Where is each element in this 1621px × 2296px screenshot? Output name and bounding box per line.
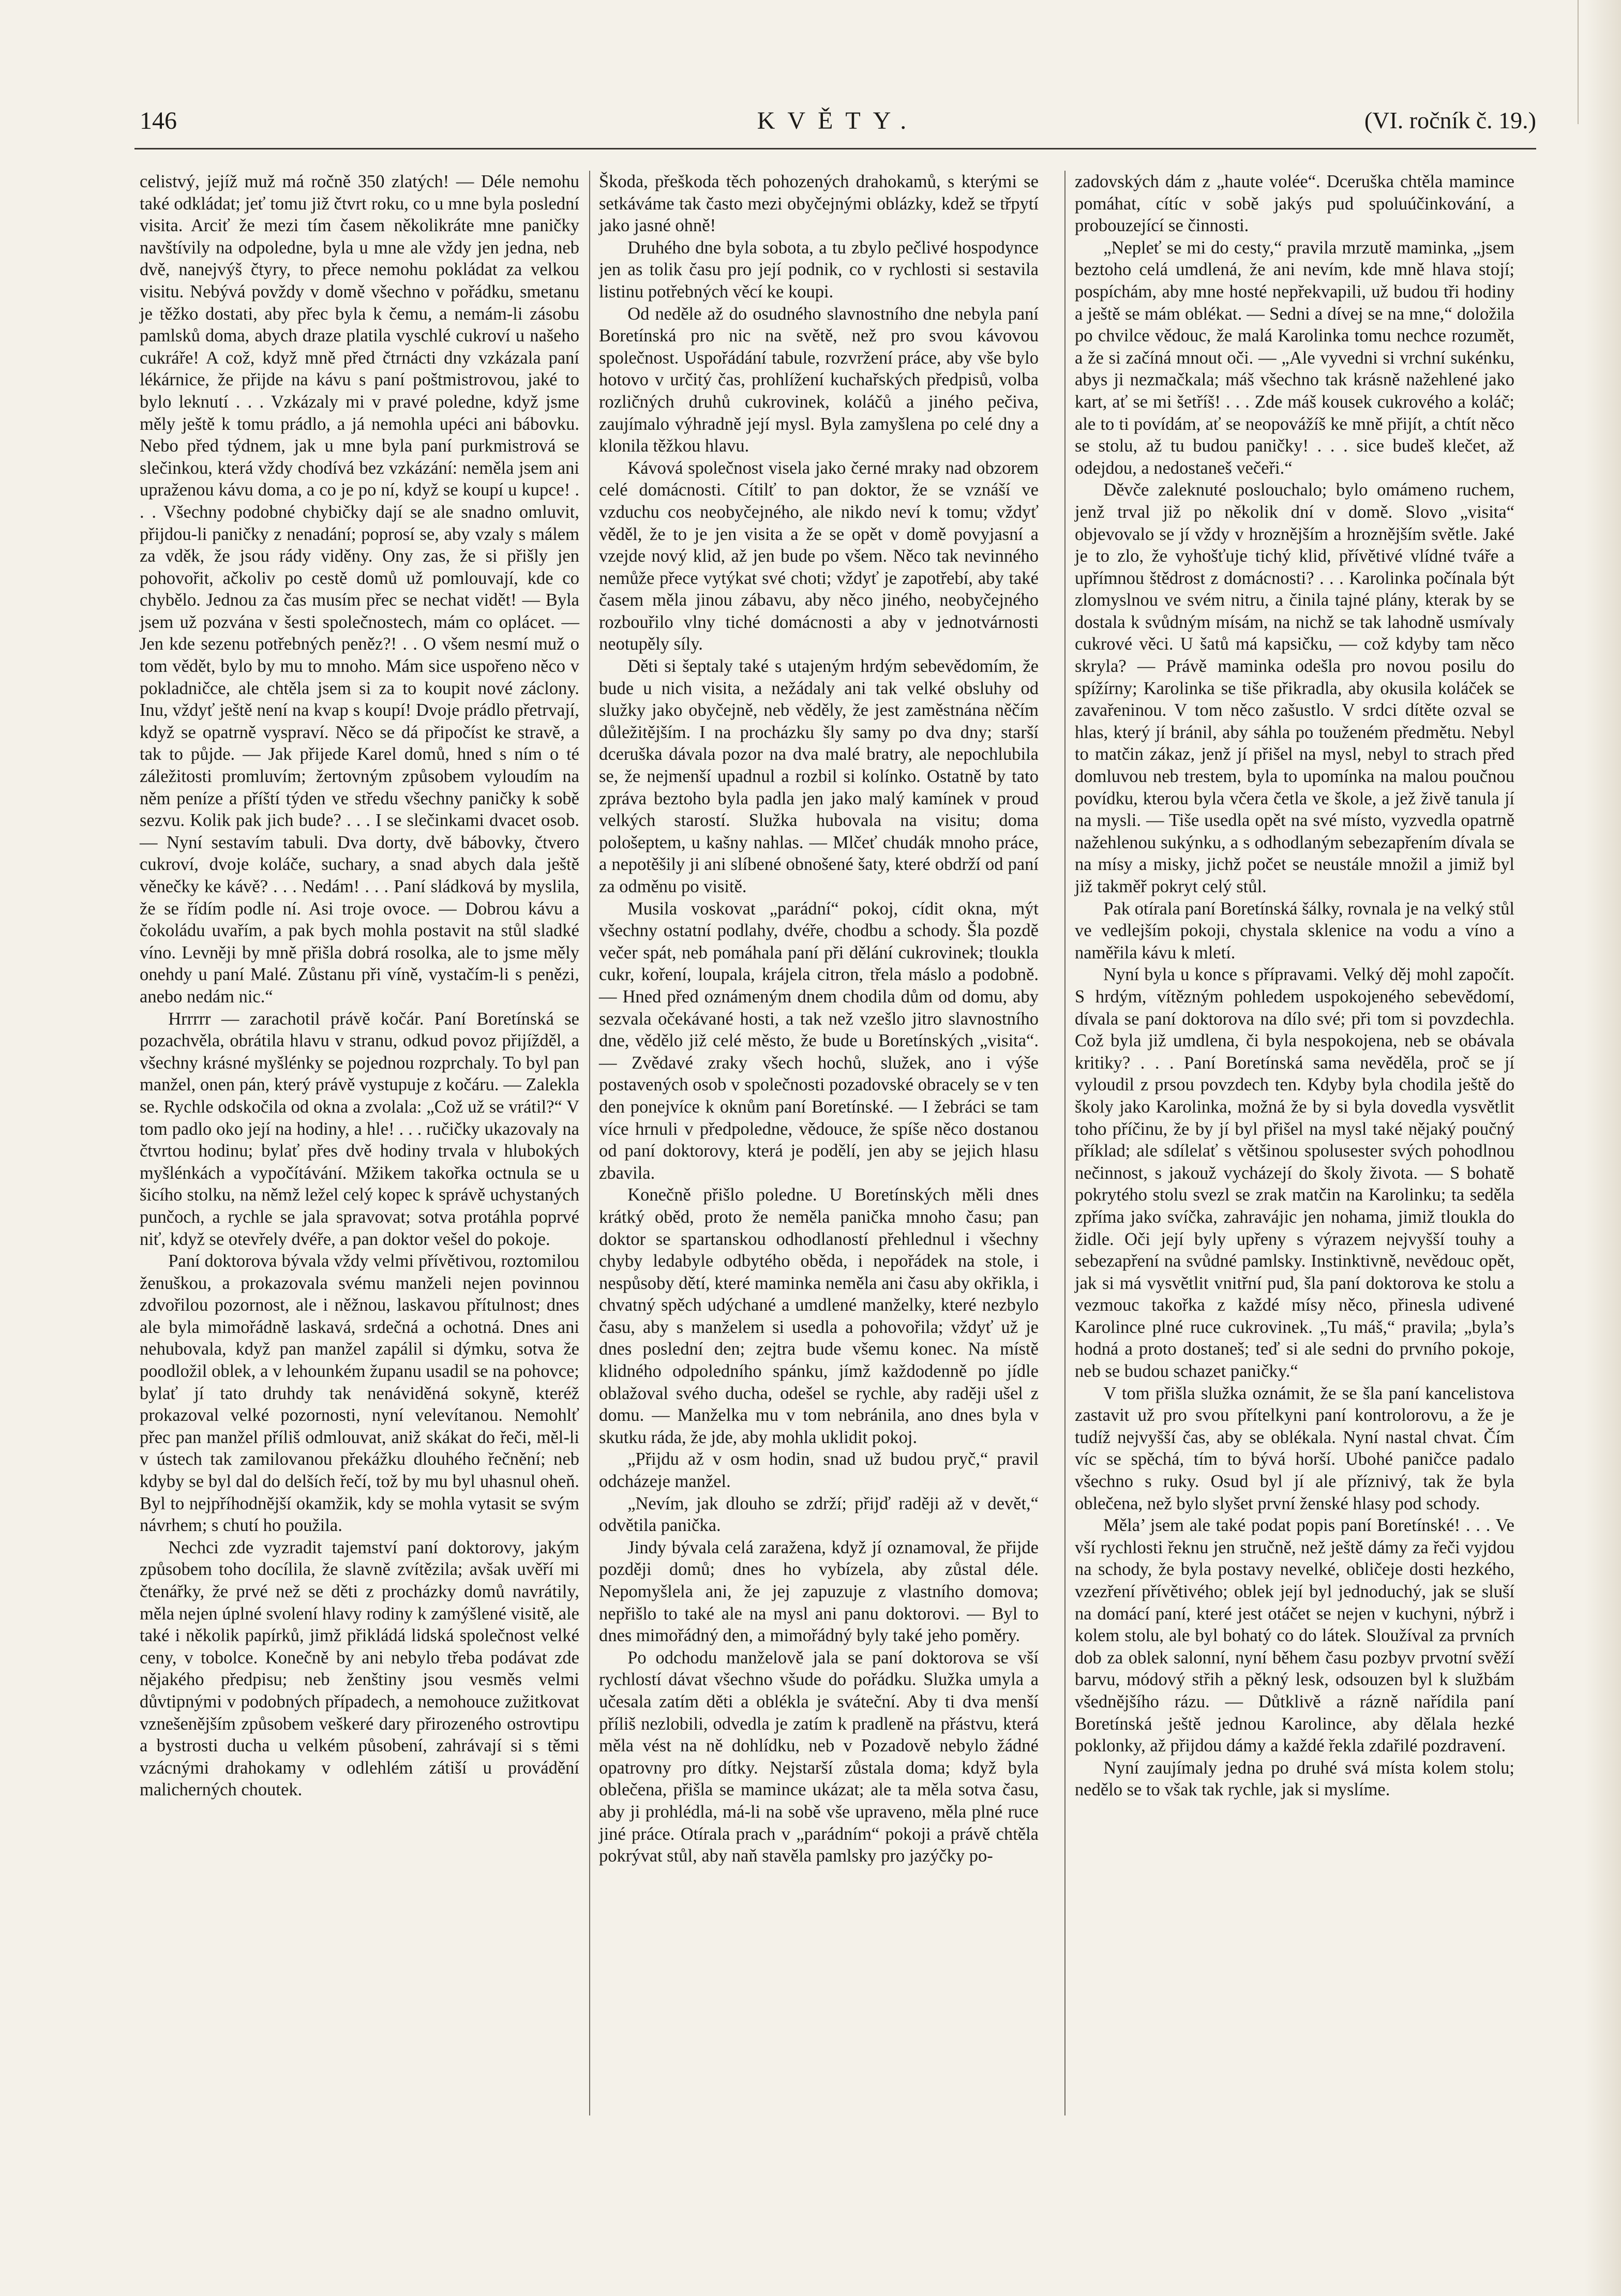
paragraph: Nechci zde vyzradit tajemství paní doktorovy, jakým způsobem toho docílila, že slavně zvítězila; avšak uvěří mi čtenářky, že prvé než se děti z procházky domů navrátily, měla nejen úplné svolení hlavy rodiny k zamýšlené visitě, ale také i několik papírků, jimž přikládá lidská společnost velké ceny, v tobolce. Konečně by ani nebylo třeba podávat zde nějakého předpisu; neb ženštiny jsou vesměs velmi důvtipnými v podobných případech, a nemohouce zužitkovat vznešenějším způsobem veškeré dary přirozeného ostrovtipu a bystrosti ducha u velkém působení, zahrávají si s těmi vzácnými drahokamy v odlehlém zátiší u provádění malicherných choutek.	[140, 1537, 579, 1800]
paragraph: Po odchodu manželově jala se paní doktorova se vší rychlostí dávat všechno všude do pořádku. Služka umyla a učesala zatím děti a oblékla je sváteční. Aby ti dva menší příliš nezlobili, odvedla je zatím k pradleně na přástvu, která měla vést na ně dohlídku, neb v Pozadově nebylo žádné opatrovny pro dítky. Nejstarší zůstala doma; když byla oblečena, přišla se mamince ukázat; ale ta měla sotva času, aby ji prohlédla, má-li na sobě vše upraveno, měla plné ruce jiné práce. Otírala prach v „parádním“ pokoji a právě chtěla pokrývat stůl, aby naň stavěla pamlsky pro jazýčky po-	[599, 1647, 1039, 1866]
scan-edge-shadow	[1585, 0, 1621, 2296]
page-header	[140, 107, 1536, 143]
paragraph: Druhého dne byla sobota, a tu zbylo pečlivé hospodynce jen as tolik času pro její podnik, co v rychlosti si sestavila listinu potřebných věcí ke koupi.	[599, 237, 1039, 302]
paragraph: Hrrrrr — zarachotil právě kočár. Paní Boretínská se pozachvěla, obrátila hlavu v stranu, odkud povoz přijížděl, a všechny krásné myšlénky se pojednou rozprchaly. To byl pan manžel, onen pán, který právě vystupuje z kočáru. — Zalekla se. Rychle odskočila od okna a zvolala: „Což už se vrátil?“ V tom padlo oko její na hodiny, a hle! . . . ručičky ukazovaly na čtvrtou hodinu; bylať přes dvě hodiny trvala v hlubokých myšlénkách a vypočítávání. Mžikem takořka octnula se u šicího stolku, na němž ležel celý kopec k správě uchystaných punčoch, a rychle se jala spravovat; sotva protáhla poprvé niť, když se otevřely dvéře, a pan doktor vešel do pokoje.	[140, 1009, 579, 1249]
column-divider-2	[1064, 171, 1065, 2115]
paragraph: Kávová společnost visela jako černé mraky nad obzorem celé domácnosti. Cítilť to pan doktor, že se vznáší ve vzduchu cos neobyčejného, ale nikdo neví k tomu; vždyť věděl, že to je jen visita a že se opět v domě povyjasní a vzejde nový klid, až jen bude po všem. Něco tak nevinného nemůže přece vytýkat své choti; vždyť je zapotřebí, aby také časem měla jinou zábavu, aby něco jiného, neobyčejného rozbouřilo vlny tiché domácnosti a aby v jednotvárnosti neotupěly síly.	[599, 458, 1039, 654]
column-divider-1	[589, 171, 590, 2115]
paragraph: Konečně přišlo poledne. U Boretínských měli dnes krátký oběd, proto že neměla panička mnoho času; pan doktor se spartanskou odhodlaností přehlednul i všechny chyby ledabyle odbytého oběda, i nepořádek na stole, i nespůsoby dětí, které maminka neměla ani času aby okřikla, i chvatný spěch udýchané a umdlené manželky, které nezbylo času, aby s manželem si usedla a pohovořila; vždyť už je dnes poslední den; zejtra bude všemu konec. Na místě klidného odpoledního spánku, jímž každodenně po jídle oblažoval svého ducha, odešel se rychle, aby raději ušel z domu. — Manželka mu v tom nebránila, ano dnes byla v skutku ráda, že jde, aby mohla uklidit pokoj.	[599, 1185, 1039, 1447]
paragraph: V tom přišla služka oznámit, že se šla paní kancelistova zastavit už pro svou přítelkyni paní kontrolorovu, a že je tudíž nejvyšší čas, aby se oblékala. Nyní nastal chvat. Čím víc se spěchá, tím to bývá horší. Ubohé paničce padalo všechno s ruky. Osud byl jí ale příznivý, tak že byla oblečena, než bylo slyšet první ženské hlasy pod schody.	[1075, 1383, 1514, 1513]
paragraph: „Nevím, jak dlouho se zdrží; přijď raději až v devět,“ odvětila panička.	[599, 1493, 1039, 1536]
journal-title: KVĚTY.	[757, 107, 919, 134]
paragraph: celistvý, jejíž muž má ročně 350 zlatých! — Déle nemohu také odkládat; jeť tomu již čtvrt roku, co u mne byla poslední visita. Arciť že mezi tím časem několikráte mne paničky navštívily na odpoledne, byla u mne ale vždy jen jedna, neb dvě, nanejvýš čtyry, to přece nemohu pokládat za velkou visitu. Nebývá povždy v domě všechno v pořádku, smetanu je těžko dostati, aby přec byla k čemu, a nemám-li zásobu pamlsků doma, abych draze platila vyschlé cukroví u našeho cukráře! A což, když mně před čtrnácti dny vzkázala paní lékárnice, že přijde na kávu s paní poštmistrovou, jaké to bylo leknutí . . . Vzkázaly mi v pravé poledne, když jsme měly ještě k tomu prádlo, a já nemohla upéci ani bábovku. Nebo před týdnem, jak u mne byla paní purkmistrová se slečinkou, která vždy chodívá bez vzkázání: neměla jsem ani upraženou kávu doma, a co je po ní, když se koupí u kupce! . . . Všechny podobné chybičky dají se ale snadno omluvit, přijdou-li paničky z nenadání; poprosí se, aby vzaly s málem za vděk, že jsou rády viděny. Ony zas, že si přišly jen pohovořit, ačkoliv po cestě domů už pomlouvají, kde co chybělo. Jednou za čas musím přec se nechat vidět! — Byla jsem už pozvána v šesti společnostech, mám co oplácet. — Jen kde sezenu potřebných peněz?! . . O všem nesmí muž o tom vědět, bylo by mu to mnoho. Mám sice uspořeno něco v pokladničce, ale chtěla jsem si za to koupit nové záclony. Inu, vždyť ještě není na kvap s koupí! Dvoje prádlo přetrvají, když se opatrně vyspraví. Něco se dá připočíst ke stravě, a tak to půjde. — Jak přijede Karel domů, hned s ním o té záležitosti promluvím; žertovným způsobem vyloudím na něm peníze a příští týden ve středu všechny paničky k sobě sezvu. Kolik pak jich bude? . . . I se slečinkami dvacet osob. — Nyní sestavím tabuli. Dva dorty, dvě bábovky, čtvero cukroví, dvoje koláče, suchary, a snad abych dala ještě věnečky ke kávě? . . . Nedám! . . . Paní sládková by myslila, že se řídím podle ní. Asi troje ovoce. — Dobrou kávu a čokoládu uvařím, a pak bych mohla postavit na stůl sladké víno. Levněji by mně přišla dobrá rosolka, ale to jsme měly onehdy u paní Malé. Zůstanu při víně, vystačím-li s penězi, anebo nedám nic.“	[140, 172, 579, 1007]
paragraph: Děvče zaleknuté poslouchalo; bylo omámeno ruchem, jenž trval již po několik dní v domě. Slovo „visita“ objevovalo se jí vždy v hroznějším a hroznějším světle. Jaké je to zlo, že vyhošťuje tichý klid, přívětivé vlídné tváře a upřímnou štědrost z domácnosti? . . . Karolinka počínala být zlomyslnou ve svém nitru, a činila tajné plány, kterak by se dostala k svůdným mísám, na nichž se tak lahodně usmívaly cukrové věci. U šatů má kapsičku, — což kdyby tam něco skryla? — Právě maminka odešla pro novou posilu do spížírny; Karolinka se tiše přikradla, aby okusila koláček se zavařeninou. V tom něco zašustlo. V srdci dítěte ozval se hlas, který jí bránil, aby sáhla po touženém předmětu. Nebyl to matčin zákaz, jenž jí přišel na mysl, nebyl to strach před domluvou neb trestem, byla to upomínka na malou poučnou povídku, kterou byla včera četla ve škole, a jež živě tanula jí na mysli. — Tiše usedla opět na své místo, vyzvedla opatrně nažehlenou sukýnku, a s odhodlaným sebezapřením dívala se na mísy a misky, jichž počet se neustále množil a jimiž byl již takměř pokryt celý stůl.	[1075, 480, 1514, 896]
page-number: 146	[140, 107, 177, 134]
paragraph: zadovských dám z „haute volée“. Dceruška chtěla mamince pomáhat, cítíc v sobě jakýs pud spoluúčinkování, a probouzející se činnosti.	[1075, 172, 1514, 236]
paragraph: Paní doktorova bývala vždy velmi přívětivou, roztomilou ženuškou, a prokazovala svému manželi nejen povinnou zdvořilou pozornost, ale i něžnou, laskavou přítulnost; dnes ale byla mimořádně laskavá, srdečná a ochotná. Dnes ani nehubovala, když pan manžel zapálil si dýmku, sotva že poodložil oblek, a v lehounkém županu usadil se na pohovce; bylať jí tato druhdy tak nenáviděná sokyně, kteréž prokazoval velké pozornosti, nyní velevítanou. Nemohlť přec pan manžel příliš odmlouvat, aniž skákat do řeči, měl-li v ústech tak zamilovanou překážku dlouhého řečnění; neb kdyby se byl dal do delších řečí, tož by mu byl uhasnul oheň. Byl to nejpříhodnější okamžik, kdy se mohla vytasit se svým návrhem; s chutí ho použila.	[140, 1251, 579, 1536]
paragraph: Měla’ jsem ale také podat popis paní Boretínské! . . . Ve vší rychlosti řeknu jen stručně, než ještě dámy za řeči vyjdou na schody, že byla postavy nevelké, obličeje dosti hezkého, vzezření přívětivého; oblek její byl jednoduchý, jak se sluší na domácí paní, které jest otáčet se nejen v kuchyni, nýbrž i kolem stolu, ale byl bohatý co do látek. Sloužíval za prvních dob za oblek salonní, nyní během času pozbyv prvotní svěží barvu, módový střih a pěkný lesk, odsouzen byl k službám všednějšího rázu. — Důtklivě a rázně nařídila paní Boretínská ještě jednou Karolince, aby dělala hezké poklonky, až přijdou dámy a každé řekla zdařilé pozdravení.	[1075, 1515, 1514, 1756]
paragraph: Děti si šeptaly také s utajeným hrdým sebevědomím, že bude u nich visita, a nežádaly ani tak velké obsluhy od služky jako obyčejně, neb věděly, že jest zaměstnána něčím důležitějším. I na procházku šly samy po dva dny; starší dceruška dávala pozor na dva malé bratry, ale nepochlubila se, že nejmenší upadnul a rozbil si kolínko. Ostatně by tato zpráva beztoho byla padla jen jako malý kamínek v proud velkých starostí. Služka hubovala na visitu; doma pološeptem, u kašny nahlas. — Mlčeť chudák mnoho práce, a nepotěšily ji ani slíbené obnošené šaty, které obdrží od paní za odměnu po visitě.	[599, 656, 1039, 896]
paragraph: Nyní byla u konce s přípravami. Velký děj mohl započít. S hrdým, vítězným pohledem uspokojeného sebevědomí, dívala se paní doktorova na dílo své; při tom si povzdechla. Což byla již umdlena, či byla nespokojena, neb se obávala kritiky? . . . Paní Boretínská sama nevěděla, proč se jí vyloudil z prsou povzdech ten. Kdyby byla chodila ještě do školy jako Karolinka, možná že by si byla dovedla vysvětlit toho příčinu, že by jí byl přišel na mysl také nějaký poučný příklad; ale sdílelať s většinou spolusester svých pohodlnou nečinnost, s jakouž vycházejí do školy života. — S bohatě pokrytého stolu svezl se zrak matčin na Karolinku; ta seděla zpříma jako svíčka, zahravájic jen nohama, jimiž tloukla do židle. Oči její byly upřeny s výrazem nejvyšší touhy a sebezapření na svůdné pamlsky. Instinktivně, nevědouc opět, jak si má vysvětlit vnitřní pud, šla paní doktorova ke stolu a vezmouc takořka z každé mísy něco, přinesla udivené Karolince plné ruce cukrovinek. „Tu máš,“ pravila; „byla’s hodná a proto dostaneš; teď si ale sedni do prvního pokoje, neb se budou schazet paničky.“	[1075, 965, 1514, 1382]
paragraph: Pak otírala paní Boretínská šálky, rovnala je na velký stůl ve vedlejším pokoji, chystala sklenice na vodu a víno a naměřila kávu k mletí.	[1075, 898, 1514, 963]
text-column-3	[1075, 171, 1514, 1801]
header-rule	[134, 148, 1536, 149]
paragraph: Musila voskovat „parádní“ pokoj, cídit okna, mýt všechny ostatní podlahy, dvéře, chodbu a schody. Šla pozdě večer spát, neb pomáhala paní při dělání cukrovinek; tloukla cukr, koření, loupala, krájela citron, třela máslo a podobně. — Hned před oznámeným dnem chodila dům od domu, aby sezvala očekávané hosti, a tak než vzešlo jitro slavnostního dne, vědělo již celé město, že bude u Boretínských „visita“. — Zvědavé zraky všech hochů, služek, ano i výše postavených osob v společnosti pozadovské obracely se v ten den ponejvíce k oknům paní Boretínské. — I žebráci se tam více hrnuli v předpoledne, vědouce, že spíše něco dostanou od paní doktorovy, která je podělí, jen aby se jejich hlasu zbavila.	[599, 898, 1039, 1183]
scan-crease-line	[1578, 0, 1579, 124]
paragraph: Od neděle až do osudného slavnostního dne nebyla paní Boretínská pro nic na světě, než pro svou kávovou společnost. Uspořádání tabule, rozvržení práce, aby vše bylo hotovo v určitý čas, prohlížení kuchařských předpisů, volba rozličných druhů cukrovinek, koláčů a jiného pečiva, zaujímalo výhradně její mysl. Byla zamyšlena po celé dny a klonila těžkou hlavu.	[599, 304, 1039, 456]
paragraph: „Nepleť se mi do cesty,“ pravila mrzutě maminka, „jsem beztoho celá umdlená, že ani nevím, kde mně hlava stojí; pospíchám, aby mne hosté nepřekvapili, už budou tři hodiny a ještě se mám oblékat. — Sedni a dívej se na mne,“ doložila po chvilce vědouc, že malá Karolinka tomu nechce rozumět, a že si začíná mnout oči. — „Ale vyvedni si vrchní sukénku, abys ji nezmačkala; máš všechno tak krásně nažehlené jako kart, ať se mi šetříš! . . . Zde máš kousek cukrového a koláč; ale to ti povídám, ať se neopovážíš ke mně přijít, a chtít něco se stolu, až tu budou paničky! . . . sice budeš klečet, až odejdou, a nedostaneš večeři.“	[1075, 237, 1514, 478]
volume-info: (VI. ročník č. 19.)	[1364, 107, 1536, 133]
text-column-1	[140, 171, 579, 1801]
paragraph: Jindy bývala celá zaražena, když jí oznamoval, že přijde později domů; dnes ho vybízela, aby zůstal déle. Nepomyšlela ani, že jej zapuzuje z vlastního domova; nepřišlo to také ale na mysl ani panu doktorovi. — Byl to dnes mimořádný den, a mimořádný byly také jeho poměry.	[599, 1537, 1039, 1646]
paragraph: Nyní zaujímaly jedna po druhé svá místa kolem stolu; nedělo se to však tak rychle, jak si myslíme.	[1075, 1758, 1514, 1800]
paragraph: Škoda, přeškoda těch pohozených drahokamů, s kterými se setkáváme tak často mezi obyčejnými oblázky, kdež se třpytí jako jasné ohně!	[599, 172, 1039, 236]
paragraph: „Přijdu až v osm hodin, snad už budou pryč,“ pravil odcházeje manžel.	[599, 1449, 1039, 1492]
text-column-2	[599, 171, 1039, 1867]
